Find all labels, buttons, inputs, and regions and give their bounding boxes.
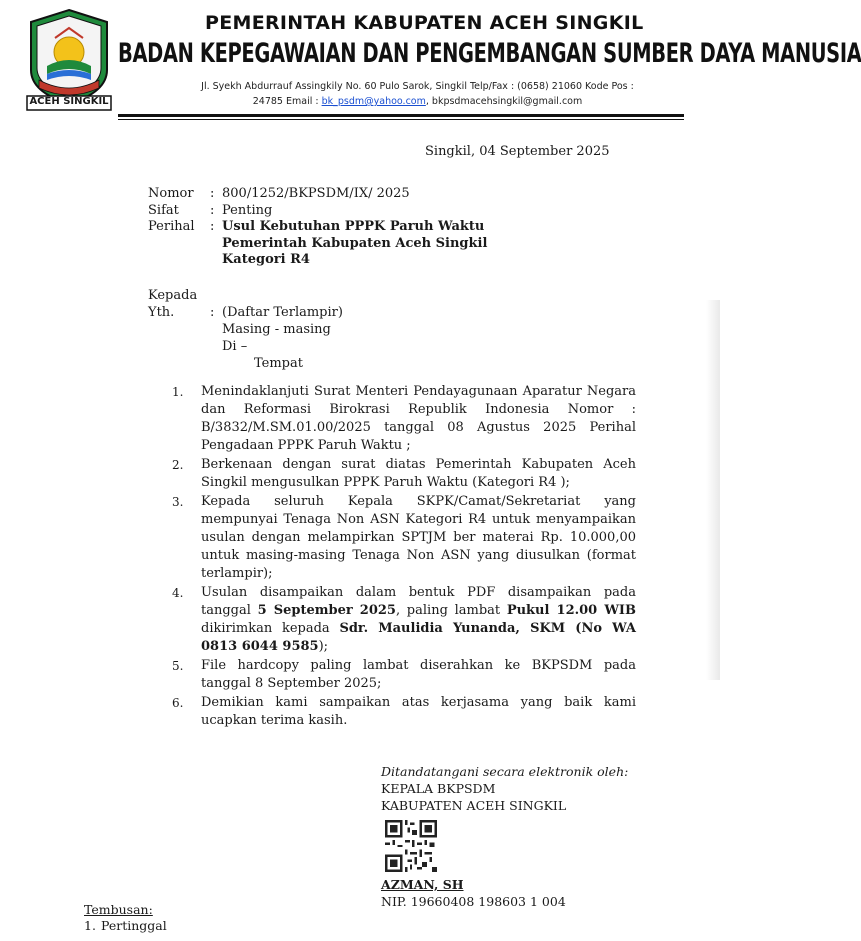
item-text: Berkenaan dengan surat diatas Pemerintah Kabupaten Aceh Singkil mengusulkan PPPK Paruh Waktu (Kategori R4 ); (201, 457, 636, 490)
cc-block (84, 902, 167, 934)
addressee-line-1: (Daftar Terlampir) (222, 305, 343, 320)
sifat-label: Sifat (148, 202, 179, 218)
page-edge-shadow (706, 300, 720, 680)
cc-item (84, 918, 167, 934)
perihal-label: Perihal (148, 219, 195, 234)
body-list (172, 383, 636, 731)
address-line-2 (120, 94, 715, 109)
kepada-label: Kepada (148, 288, 198, 303)
header-rule-thin (118, 119, 684, 120)
item-number: 6. (172, 696, 184, 710)
signer-name: AZMAN, SH (381, 877, 464, 892)
sifat-value: Penting (222, 202, 273, 218)
item-number: 1. (172, 385, 184, 399)
meta-perihal (148, 219, 487, 236)
header-address (120, 79, 715, 109)
item-text: Demikian kami sampaikan atas kerjasama yang baik kami ucapkan terima kasih. (201, 695, 636, 728)
item-text: File hardcopy paling lambat diserahkan ke BKPSDM pada tanggal 8 September 2025; (201, 658, 636, 691)
deadline-date: 5 September 2025 (257, 603, 396, 618)
item-text: Menindaklanjuti Surat Menteri Pendayagunaan Aparatur Negara dan Reformasi Birokrasi Republik Indonesia Nomor : B/3832/M.SM.01.00/2025 tanggal 08 Agustus 2025 Perihal Pengadaan PPPK Paruh Waktu ; (201, 384, 636, 453)
item-text-segment: Usulan disampaikan dalam bentuk PDF disampaikan pada tanggal (201, 585, 636, 618)
header-government-name: PEMERINTAH KABUPATEN ACEH SINGKIL (205, 12, 644, 34)
cc-item-number: 1. (84, 918, 96, 933)
signer-region: KABUPATEN ACEH SINGKIL (381, 798, 567, 813)
meta-nomor (148, 186, 487, 203)
deadline-time: Pukul 12.00 WIB (506, 603, 636, 618)
e-sign-note: Ditandatangani secara elektronik oleh: (381, 764, 629, 779)
email-secondary: , bkpsdmacehsingkil@gmail.com (425, 96, 583, 107)
address-postcode-email-label: 24785 Email : (252, 96, 322, 107)
item-text-segment: dikirimkan kepada (201, 621, 340, 636)
signer-position: KEPALA BKPSDM (381, 781, 496, 796)
letter-date: Singkil, 04 September 2025 (425, 144, 610, 159)
list-item (172, 493, 636, 583)
item-number: 3. (172, 495, 184, 509)
list-item (172, 584, 636, 656)
cc-title: Tembusan: (84, 902, 153, 917)
signer-nip: NIP. 19660408 198603 1 004 (381, 894, 566, 909)
addressee-line-2: Masing - masing (222, 322, 331, 337)
perihal-line-3: Kategori R4 (222, 252, 310, 267)
colon: : (210, 219, 215, 234)
addressee-line-4: Tempat (254, 356, 303, 371)
letter-meta (148, 186, 487, 269)
colon: : (210, 202, 215, 218)
nomor-value: 800/1252/BKPSDM/IX/ 2025 (222, 186, 410, 201)
addressee-line-3: Di – (222, 339, 248, 354)
emblem-label: ACEH SINGKIL (29, 96, 109, 107)
item-text (201, 584, 636, 656)
item-text-segment: ); (318, 639, 329, 654)
item-text-segment: , paling lambat (395, 603, 507, 618)
list-item (172, 456, 636, 492)
cc-item-text: Pertinggal (101, 918, 167, 933)
colon: : (210, 186, 215, 201)
list-item (172, 657, 636, 693)
header-agency-name: BADAN KEPEGAWAIAN DAN PENGEMBANGAN SUMBER DAYA MANUSIA (118, 38, 861, 69)
colon: : (210, 305, 215, 320)
item-text: Kepada seluruh Kepala SKPK/Camat/Sekretariat yang mempunyai Tenaga Non ASN Kategori R4 untuk menyampaikan usulan dengan melampirkan SPTJM ber materai Rp. 10.000,00 untuk masing-masing Tenaga Non ASN yang diusulkan (format terlampir); (201, 494, 636, 581)
letterhead (0, 0, 861, 125)
list-item (172, 694, 636, 730)
email-link[interactable]: bk_psdm@yahoo.com (321, 96, 426, 107)
qr-code-icon[interactable] (385, 820, 437, 872)
yth-row (148, 304, 343, 321)
item-number: 4. (172, 586, 184, 600)
addressee-block (148, 287, 343, 372)
item-number: 5. (172, 659, 184, 673)
meta-sifat (148, 203, 487, 220)
perihal-line-1: Usul Kebutuhan PPPK Paruh Waktu (222, 219, 485, 234)
perihal-line-2: Pemerintah Kabupaten Aceh Singkil (222, 235, 488, 251)
item-number: 2. (172, 458, 184, 472)
address-line-1: Jl. Syekh Abdurrauf Assingkily No. 60 Pulo Sarok, Singkil Telp/Fax : (0658) 21060 Kode Pos : (201, 81, 634, 92)
signature-block (381, 763, 628, 910)
list-item (172, 383, 636, 455)
nomor-label: Nomor (148, 186, 194, 201)
header-rule-thick (118, 114, 684, 117)
yth-label: Yth. (148, 305, 175, 320)
contact-person: Sdr. Maulidia Yunanda, SKM (No WA 0813 6044 9585 (201, 621, 636, 654)
